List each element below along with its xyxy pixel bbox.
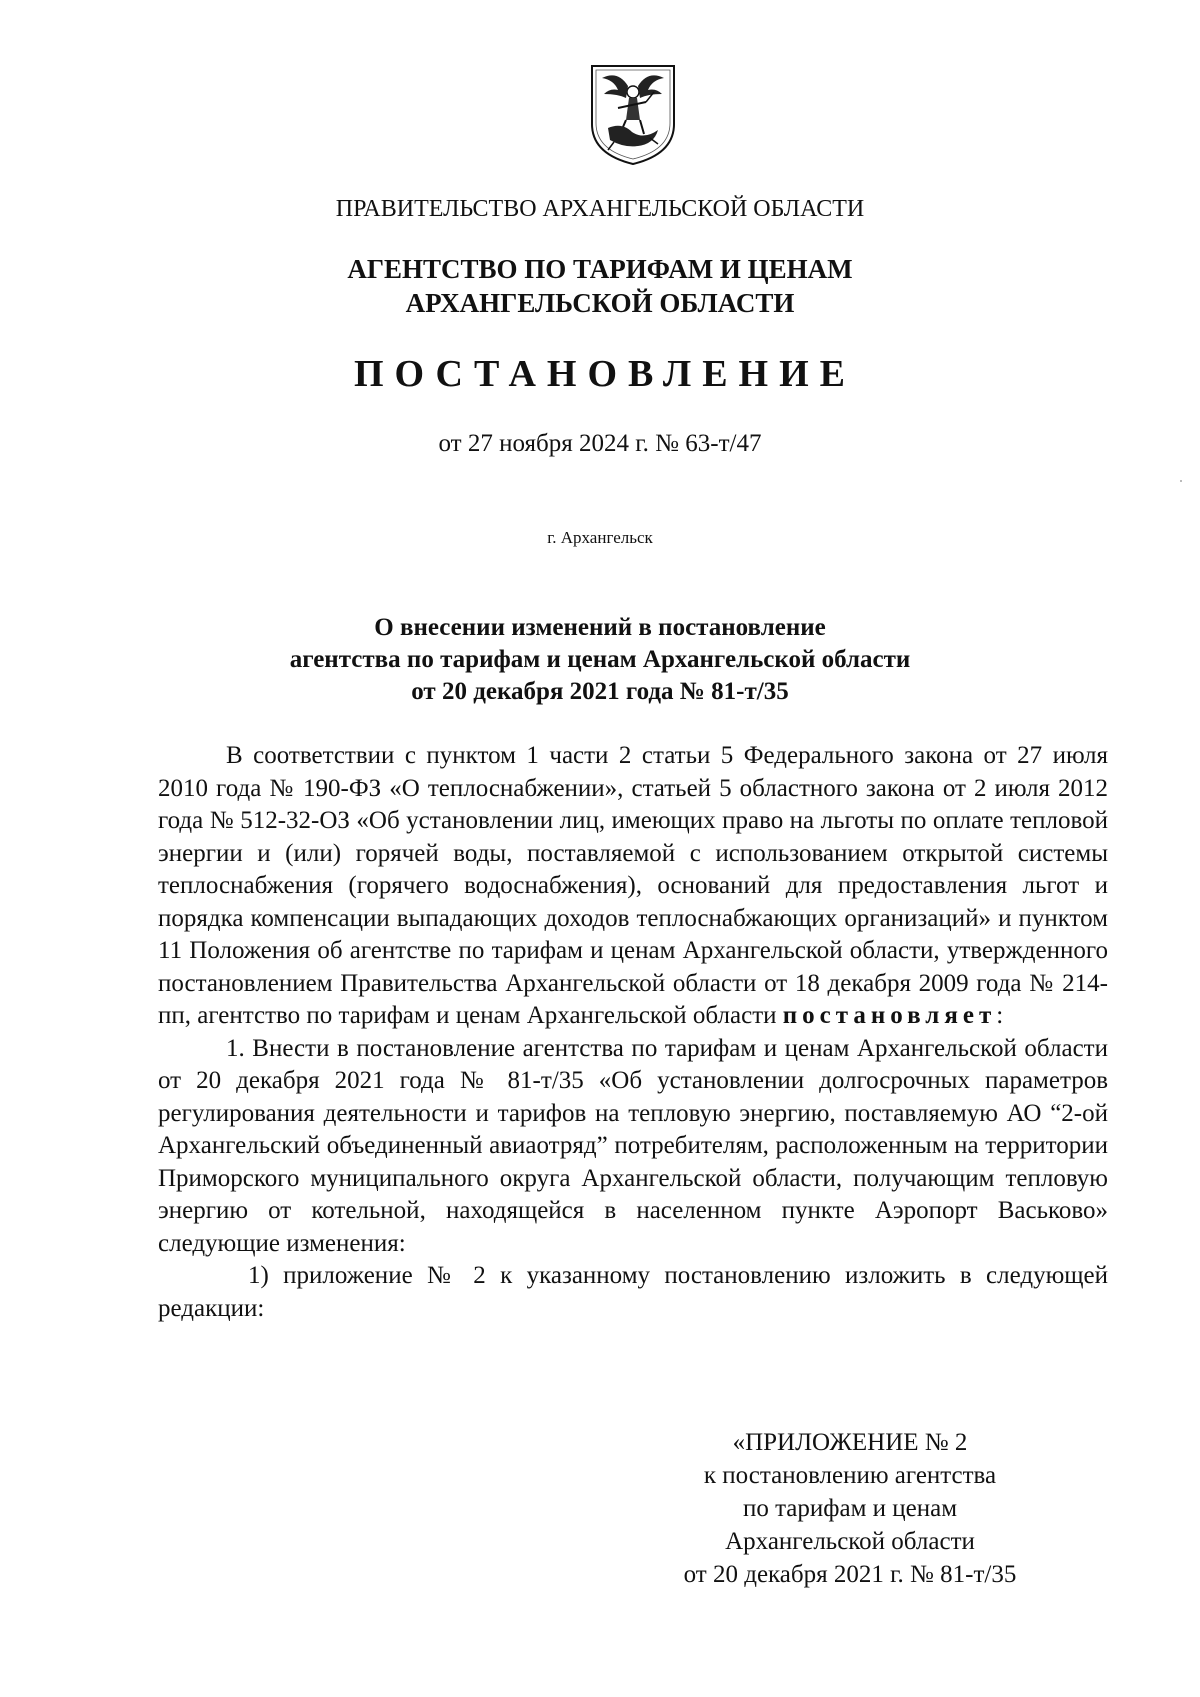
subclause-1-paragraph: 1) приложение № 2 к указанному постановлению изложить в следующей редакции: (158, 1262, 1108, 1322)
preamble-text: В соответствии с пунктом 1 части 2 статьи 5 Федерального закона от 27 июля 2010 года № 190-ФЗ «О теплоснабжении», статьей 5 областного закона от 2 июля 2012 года № 512-32-ОЗ «Об установлении лиц, имеющих право на льготы по оплате тепловой энергии и (или) горячей воды, поставляемой с использованием открытой системы теплоснабжения (горячего водоснабжения), оснований для предоставления льгот и порядка компенсации выпадающих доходов теплоснабжающих организаций» и пунктом 11 Положения об агентстве по тарифам и ценам Архангельской области, утвержденного постановлением Правительства Архангельской области от 18 декабря 2009 года № 214-пп, агентство по тарифам и ценам Архангельской области (158, 742, 1108, 1029)
preamble-paragraph (158, 740, 1108, 1033)
document-body (158, 740, 1108, 1325)
government-name: ПРАВИТЕЛЬСТВО АРХАНГЕЛЬСКОЙ ОБЛАСТИ (335, 196, 865, 222)
document-date-number: от 27 ноября 2024 г. № 63-т/47 (438, 430, 762, 457)
document-subject (0, 612, 1200, 708)
decree-verb: постановляет (782, 1002, 997, 1029)
agency-name-line2: АРХАНГЕЛЬСКОЙ ОБЛАСТИ (405, 288, 795, 318)
appendix-line3: по тарифам и ценам (742, 1495, 958, 1522)
appendix-line1: «ПРИЛОЖЕНИЕ № 2 (732, 1429, 968, 1456)
archangel-coat-of-arms-icon (588, 62, 678, 167)
clause-1-paragraph: 1. Внести в постановление агентства по тарифам и ценам Архангельской области от 20 декабря 2021 года № 81-т/35 «Об установлении долгосрочных параметров регулирования деятельности и тарифов на тепловую энергию, поставляемую АО “2-ой Архангельский объединенный авиаотряд” потребителям, расположенным на территории Приморского муниципального округа Архангельской области, получающим тепловую энергию от котельной, находящейся в населенном пункте Аэропорт Васьково» следующие изменения: (158, 1034, 1108, 1257)
appendix-header (640, 1426, 1060, 1591)
appendix-line4: Архангельской области (725, 1528, 975, 1555)
subject-line3: от 20 декабря 2021 года № 81-т/35 (411, 678, 789, 705)
document-type-title: ПОСТАНОВЛЕНИЕ (353, 353, 857, 395)
subject-line2: агентства по тарифам и ценам Архангельской области (289, 646, 911, 673)
document-city: г. Архангельск (547, 528, 653, 547)
appendix-line2: к постановлению агентства (703, 1462, 997, 1489)
scan-artifact (1180, 480, 1182, 482)
agency-name (0, 252, 1200, 320)
subject-line1: О внесении изменений в постановление (374, 614, 826, 641)
preamble-end: : (996, 1002, 1004, 1029)
agency-name-line1: АГЕНТСТВО ПО ТАРИФАМ И ЦЕНАМ (347, 254, 853, 284)
appendix-line5: от 20 декабря 2021 г. № 81-т/35 (683, 1561, 1017, 1588)
